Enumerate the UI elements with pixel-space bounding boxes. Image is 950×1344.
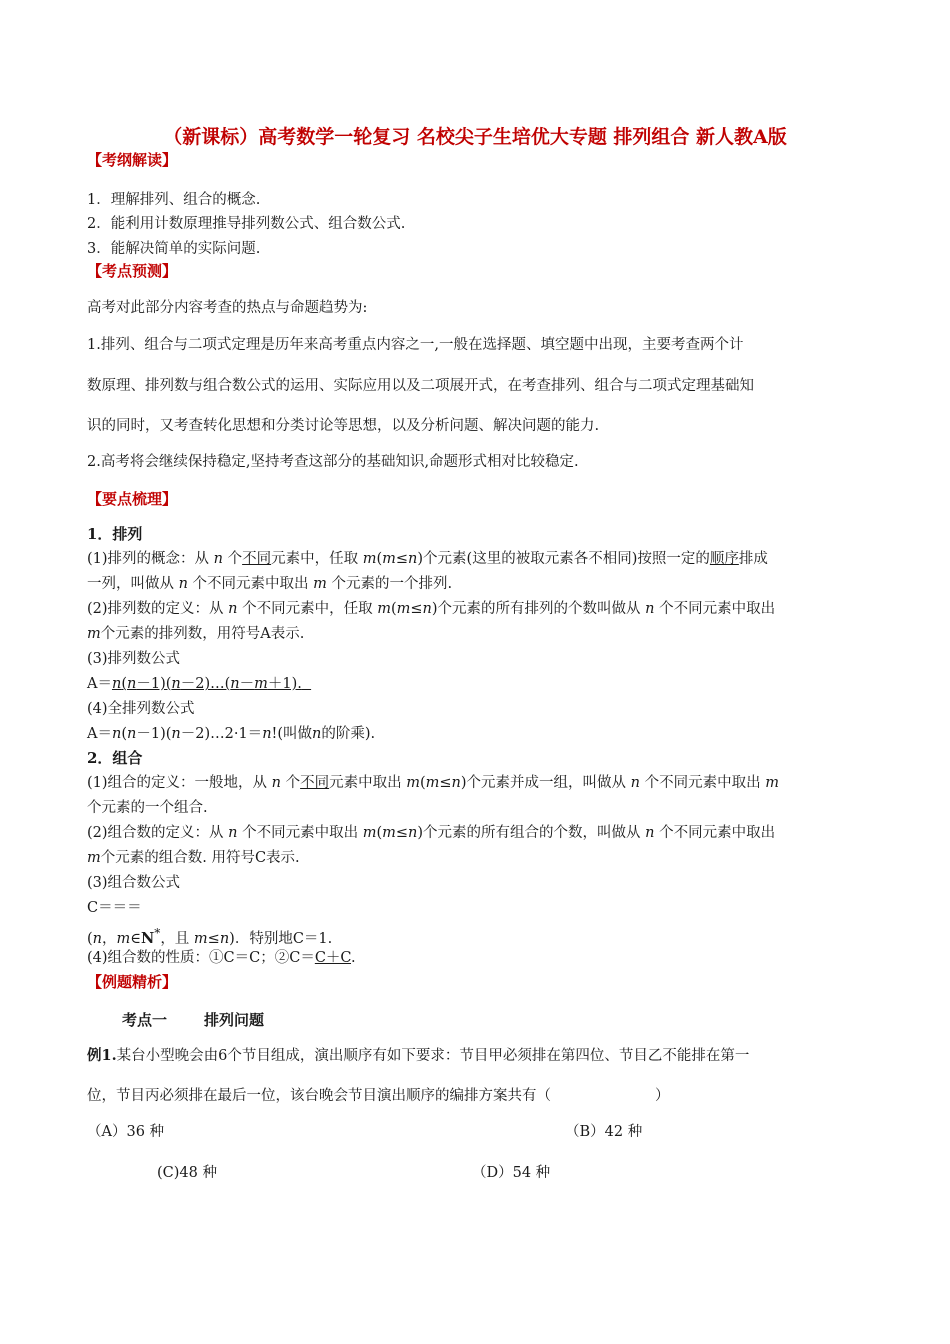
example-question-line-1: 例1.某台小型晚会由6个节目组成，演出顺序有如下要求：节目甲必须排在第四位、节目乙不能排在第一 [87, 1047, 750, 1064]
full-permutation-heading: (4)全排列数公式 [87, 701, 195, 717]
permutation-number-definition-line-1: (2)排列数的定义：从 n 个不同元素中，任取 m(m≤n)个元素的所有排列的个数叫做从 n 个不同元素中取出 [87, 601, 776, 617]
combination-number-definition-line-2: m个元素的组合数. 用符号C表示. [87, 850, 300, 866]
kaodian-label: 考点一 [122, 1011, 168, 1029]
permutation-definition-line-2: 一列，叫做从 n 个不同元素中取出 m 个元素的一个排列. [87, 576, 453, 592]
section-heading-key-points: 【要点梳理】 [87, 490, 178, 508]
combination-number-definition-line-1: (2)组合数的定义：从 n 个不同元素中取出 m(m≤n)个元素的所有组合的个数，叫做从 n 个不同元素中取出 [87, 825, 776, 841]
combination-definition-line-2: 个元素的一个组合. [87, 800, 208, 816]
section-heading-forecast: 【考点预测】 [87, 262, 178, 280]
permutation-formula-heading: (3)排列数公式 [87, 651, 181, 667]
option-a: （A）36 种 [87, 1124, 165, 1140]
combination-heading: 2．组合 [87, 749, 143, 767]
combination-properties: (4)组合数的性质：①C＝C；②C＝C＋C. [87, 950, 356, 966]
forecast-paragraph-1-line-3: 识的同时，又考查转化思想和分类讨论等思想，以及分析问题、解决问题的能力. [87, 418, 600, 434]
permutation-number-definition-line-2: m个元素的排列数，用符号A表示. [87, 626, 305, 642]
forecast-paragraph-1-line-2: 数原理、排列数与组合数公式的运用、实际应用以及二项展开式，在考查排列、组合与二项式定理基础知 [87, 378, 754, 394]
forecast-paragraph-2: 2.高考将会继续保持稳定,坚持考查这部分的基础知识,命题形式相对比较稳定. [87, 454, 579, 470]
forecast-intro: 高考对此部分内容考查的热点与命题趋势为: [87, 300, 368, 316]
example-question-line-2: 位，节目丙必须排在最后一位，该台晚会节目演出顺序的编排方案共有（ ） [87, 1088, 670, 1104]
syllabus-item-3: 3．能解决简单的实际问题. [87, 241, 261, 257]
combination-formula-heading: (3)组合数公式 [87, 875, 181, 891]
forecast-paragraph-1-line-1: 1.排列、组合与二项式定理是历年来高考重点内容之一,一般在选择题、填空题中出现，主要考查两个计 [87, 337, 744, 353]
combination-formula-condition: (n，m∈N*，且 m≤n)．特别地C＝1. [87, 926, 333, 947]
combination-definition-line-1: (1)组合的定义：一般地，从 n 个不同元素中取出 m(m≤n)个元素并成一组，叫做从 n 个不同元素中取出 m [87, 775, 779, 791]
kaodian-title: 排列问题 [204, 1011, 265, 1029]
section-heading-syllabus: 【考纲解读】 [87, 151, 178, 169]
permutation-heading: 1．排列 [87, 525, 143, 543]
section-heading-examples: 【例题精析】 [87, 973, 178, 991]
option-c: (C)48 种 [157, 1165, 217, 1181]
permutation-definition-line-1: (1)排列的概念：从 n 个不同元素中，任取 m(m≤n)个元素(这里的被取元素各不相同)按照一定的顺序排成 [87, 551, 768, 567]
option-d: （D）54 种 [472, 1165, 551, 1181]
full-permutation-formula: A＝n(n－1)(n－2)…2·1＝n!(叫做n的阶乘). [87, 726, 376, 742]
combination-formula: C＝＝＝ [87, 900, 142, 916]
syllabus-item-1: 1．理解排列、组合的概念. [87, 192, 261, 208]
page-title: （新课标）高考数学一轮复习 名校尖子生培优大专题 排列组合 新人教A版 [163, 126, 787, 148]
option-b: （B）42 种 [565, 1124, 643, 1140]
syllabus-item-2: 2．能利用计数原理推导排列数公式、组合数公式. [87, 216, 406, 232]
permutation-formula: A＝n(n－1)(n－2)…(n－m＋1). [87, 676, 302, 692]
